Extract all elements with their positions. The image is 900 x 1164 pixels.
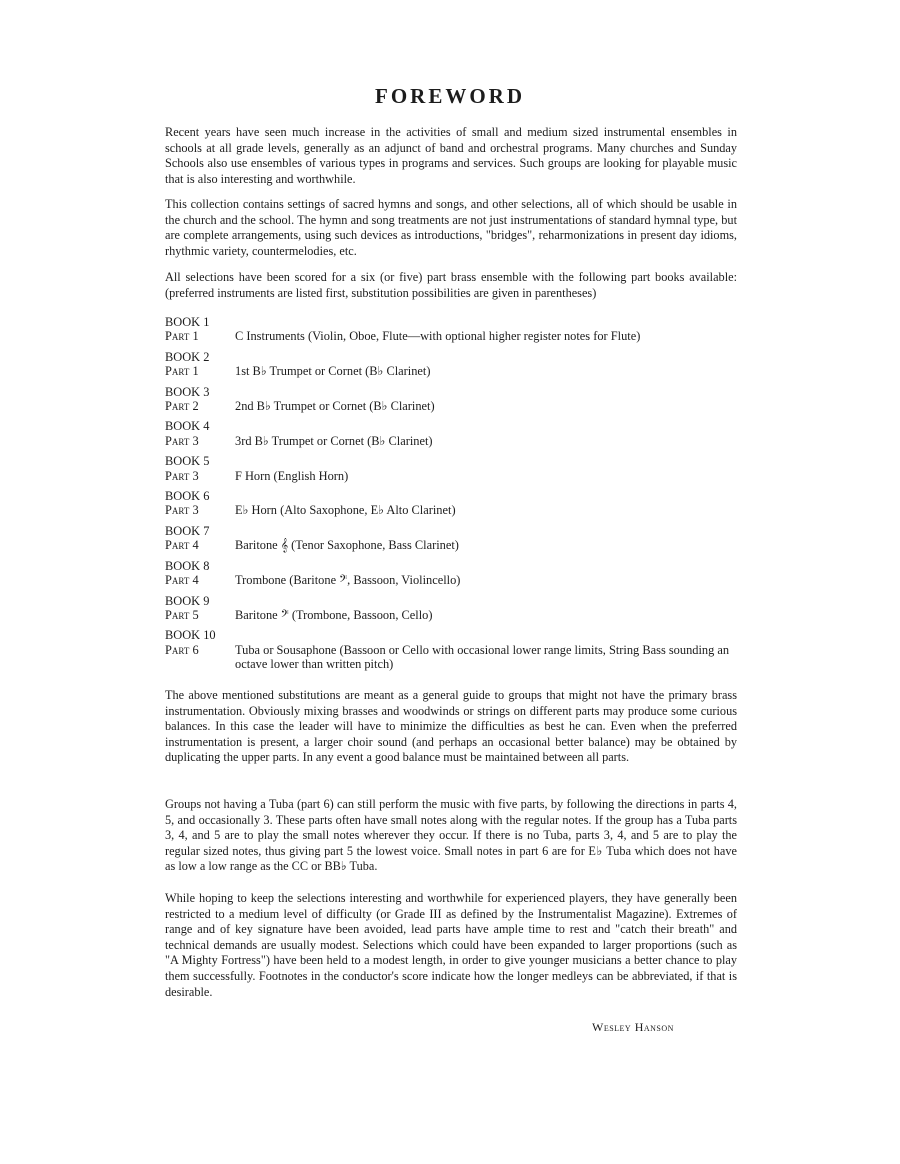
part-description: 3rd B♭ Trumpet or Cornet (B♭ Clarinet)	[235, 433, 433, 448]
part-description: F Horn (English Horn)	[235, 468, 349, 483]
book-entry	[165, 559, 737, 588]
book-label: BOOK 9	[165, 593, 210, 608]
part-description: E♭ Horn (Alto Saxophone, E♭ Alto Clarinet)	[235, 503, 456, 518]
part-description: C Instruments (Violin, Oboe, Flute—with optional higher register notes for Flute)	[235, 329, 641, 344]
part-label: Part 4	[165, 573, 199, 588]
paragraph-collection: This collection contains settings of sacred hymns and songs, and other selections, all of which should be usable in the church and the school. The hymn and song treatments are not just instrumentations of standard hymnal type, but are complete arrangements, using such devices as introductions, "bridges", reharmonizations in present day idioms, rhythmic variety, countermelodies, etc.	[165, 197, 737, 258]
paragraph-five-parts: Groups not having a Tuba (part 6) can still perform the music with five parts, by following the directions in parts 4, 5, and occasionally 3. These parts often have small notes along with the regular notes. If the group has a Tuba parts 3, 4, and 5 are to play the small notes wherever they occur. If there is no Tuba, parts 3, 4, and 5 are to play the regular sized notes, thus giving part 5 the lowest voice. Small notes in part 6 are for E♭ Tuba which does not have as low a low range as the CC or BB♭ Tuba.	[165, 797, 737, 874]
book-label: BOOK 5	[165, 454, 210, 469]
paragraph-intro: Recent years have seen much increase in the activities of small and medium sized instrumental ensembles in schools at all grade levels, generally as an adjunct of band and orchestral programs. Many churches and Sunday Schools also use ensembles of various types in programs and services. Such groups are looking for playable music that is also interesting and worthwhile.	[165, 125, 737, 186]
book-label: BOOK 2	[165, 349, 210, 364]
book-label: BOOK 8	[165, 558, 210, 573]
page-title: FOREWORD	[375, 84, 525, 108]
book-entry	[165, 385, 737, 414]
part-label: Part 1	[165, 329, 199, 344]
book-entry	[165, 594, 737, 623]
book-entry	[165, 454, 737, 483]
book-entry	[165, 419, 737, 448]
book-entry	[165, 628, 737, 671]
book-list	[165, 315, 737, 678]
part-label: Part 3	[165, 468, 199, 483]
paragraph-difficulty: While hoping to keep the selections interesting and worthwhile for experienced players, they have generally been restricted to a medium level of difficulty (or Grade III as defined by the Instrumentalist Magazine). Extremes of range and of key signature have been avoided, lead parts have ample time to rest and "catch their breath" and technical demands are usually modest. Selections which could have been expanded to larger proportions (such as "A Mighty Fortress") have been held to a modest length, in order to give younger musicians a better chance to play them successfully. Footnotes in the conductor's score indicate how the longer medleys can be abbreviated, if that is desirable.	[165, 891, 737, 999]
part-label: Part 5	[165, 607, 199, 622]
book-label: BOOK 6	[165, 489, 210, 504]
part-description: Baritone 𝄞 (Tenor Saxophone, Bass Clarinet)	[235, 538, 459, 553]
part-description: Trombone (Baritone 𝄢, Bassoon, Violincello)	[235, 573, 461, 588]
part-label: Part 6	[165, 642, 199, 657]
book-label: BOOK 3	[165, 384, 210, 399]
part-label: Part 3	[165, 433, 199, 448]
part-label: Part 3	[165, 503, 199, 518]
part-label: Part 2	[165, 399, 199, 414]
book-entry	[165, 315, 737, 344]
book-entry	[165, 524, 737, 553]
book-entry	[165, 489, 737, 518]
paragraph-scoring: All selections have been scored for a six (or five) part brass ensemble with the following part books available: (preferred instruments are listed first, substitution possibilities are given in parentheses)	[165, 270, 737, 300]
book-label: BOOK 4	[165, 419, 210, 434]
author-signature: Wesley Hanson	[592, 1020, 674, 1034]
part-description: Tuba or Sousaphone (Bassoon or Cello with occasional lower range limits, String Bass sounding an octave lower than written pitch)	[235, 642, 730, 672]
part-description: 2nd B♭ Trumpet or Cornet (B♭ Clarinet)	[235, 399, 435, 414]
part-label: Part 4	[165, 538, 199, 553]
book-label: BOOK 10	[165, 628, 216, 643]
part-description: Baritone 𝄢 (Trombone, Bassoon, Cello)	[235, 607, 433, 622]
book-label: BOOK 7	[165, 523, 210, 538]
book-label: BOOK 1	[165, 315, 210, 329]
part-label: Part 1	[165, 364, 199, 379]
paragraph-substitutions: The above mentioned substitutions are meant as a general guide to groups that might not have the primary brass instrumentation. Obviously mixing brasses and woodwinds or strings on different parts may produce some curious balances. In this case the leader will have to minimize the difficulties as best he can. Even when the preferred instrumentation is present, a larger choir sound (and perhaps an occasional better balance) may be obtained by duplicating the upper parts. In any event a good balance must be maintained between all parts.	[165, 688, 737, 765]
book-entry	[165, 350, 737, 379]
part-description: 1st B♭ Trumpet or Cornet (B♭ Clarinet)	[235, 364, 431, 379]
